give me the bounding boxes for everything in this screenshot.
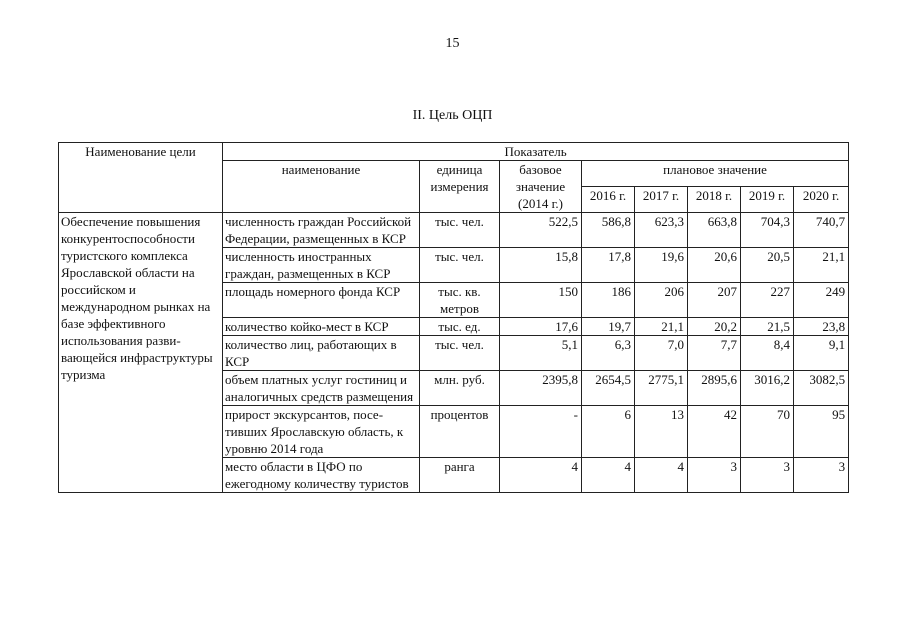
planned-value-cell: 19,7	[582, 318, 635, 336]
planned-value-cell: 42	[688, 406, 741, 458]
header-year: 2019 г.	[741, 187, 794, 213]
base-value-cell: 4	[500, 458, 582, 493]
planned-value-cell: 20,6	[688, 248, 741, 283]
planned-value-cell: 2654,5	[582, 371, 635, 406]
planned-value-cell: 7,7	[688, 336, 741, 371]
unit-cell: тыс. чел.	[420, 336, 500, 371]
unit-cell: тыс. кв. метров	[420, 283, 500, 318]
base-value-cell: 522,5	[500, 213, 582, 248]
planned-value-cell: 207	[688, 283, 741, 318]
indicator-name-cell: объем платных услуг гостиниц и аналогичных средств размещения	[223, 371, 420, 406]
planned-value-cell: 663,8	[688, 213, 741, 248]
planned-value-cell: 4	[635, 458, 688, 493]
table-row	[59, 213, 849, 248]
header-year: 2018 г.	[688, 187, 741, 213]
base-value-cell: 150	[500, 283, 582, 318]
planned-value-cell: 70	[741, 406, 794, 458]
planned-value-cell: 3082,5	[794, 371, 849, 406]
planned-value-cell: 7,0	[635, 336, 688, 371]
planned-value-cell: 586,8	[582, 213, 635, 248]
planned-value-cell: 186	[582, 283, 635, 318]
header-base-value: базовое значение (2014 г.)	[500, 161, 582, 213]
planned-value-cell: 20,2	[688, 318, 741, 336]
indicator-name-cell: численность иностранных граждан, размещенных в КСР	[223, 248, 420, 283]
planned-value-cell: 6	[582, 406, 635, 458]
header-year: 2017 г.	[635, 187, 688, 213]
planned-value-cell: 3	[688, 458, 741, 493]
page-number: 15	[445, 36, 460, 51]
goal-cell: Обеспечение повышения конкурентоспособности туристского комплекса Ярославской области на российском и международном рынках на базе эффективного использования развивающейся инфраструктуры туризма	[59, 213, 223, 493]
planned-value-cell: 740,7	[794, 213, 849, 248]
planned-value-cell: 8,4	[741, 336, 794, 371]
header-name: наименование	[223, 161, 420, 213]
header-planned-value: плановое значение	[582, 161, 849, 187]
section-title: II. Цель ОЦП	[412, 108, 493, 123]
base-value-cell: 17,6	[500, 318, 582, 336]
header-unit: единица измерения	[420, 161, 500, 213]
header-year: 2016 г.	[582, 187, 635, 213]
unit-cell: тыс. чел.	[420, 213, 500, 248]
planned-value-cell: 704,3	[741, 213, 794, 248]
unit-cell: млн. руб.	[420, 371, 500, 406]
planned-value-cell: 21,1	[635, 318, 688, 336]
planned-value-cell: 95	[794, 406, 849, 458]
planned-value-cell: 13	[635, 406, 688, 458]
base-value-cell: 5,1	[500, 336, 582, 371]
planned-value-cell: 2775,1	[635, 371, 688, 406]
planned-value-cell: 6,3	[582, 336, 635, 371]
planned-value-cell: 227	[741, 283, 794, 318]
planned-value-cell: 20,5	[741, 248, 794, 283]
planned-value-cell: 21,1	[794, 248, 849, 283]
planned-value-cell: 9,1	[794, 336, 849, 371]
planned-value-cell: 3	[741, 458, 794, 493]
planned-value-cell: 21,5	[741, 318, 794, 336]
planned-value-cell: 249	[794, 283, 849, 318]
indicator-name-cell: площадь номерного фонда КСР	[223, 283, 420, 318]
planned-value-cell: 23,8	[794, 318, 849, 336]
planned-value-cell: 623,3	[635, 213, 688, 248]
unit-cell: тыс. ед.	[420, 318, 500, 336]
base-value-cell: 2395,8	[500, 371, 582, 406]
indicator-name-cell: численность граждан Российской Федерации, размещенных в КСР	[223, 213, 420, 248]
planned-value-cell: 19,6	[635, 248, 688, 283]
unit-cell: тыс. чел.	[420, 248, 500, 283]
unit-cell: ранга	[420, 458, 500, 493]
indicator-name-cell: количество лиц, работающих в КСР	[223, 336, 420, 371]
header-year: 2020 г.	[794, 187, 849, 213]
planned-value-cell: 2895,6	[688, 371, 741, 406]
unit-cell: процентов	[420, 406, 500, 458]
header-indicator: Показатель	[223, 143, 849, 161]
indicator-name-cell: место области в ЦФО по ежегодному количеству туристов	[223, 458, 420, 493]
planned-value-cell: 3	[794, 458, 849, 493]
goal-indicators-table	[58, 142, 849, 493]
indicator-name-cell: прирост экскурсантов, посетивших Ярославскую область, к уровню 2014 года	[223, 406, 420, 458]
header-goal-name: Наименование цели	[59, 143, 223, 213]
indicator-name-cell: количество койко-мест в КСР	[223, 318, 420, 336]
planned-value-cell: 17,8	[582, 248, 635, 283]
planned-value-cell: 3016,2	[741, 371, 794, 406]
base-value-cell: -	[500, 406, 582, 458]
base-value-cell: 15,8	[500, 248, 582, 283]
planned-value-cell: 4	[582, 458, 635, 493]
planned-value-cell: 206	[635, 283, 688, 318]
